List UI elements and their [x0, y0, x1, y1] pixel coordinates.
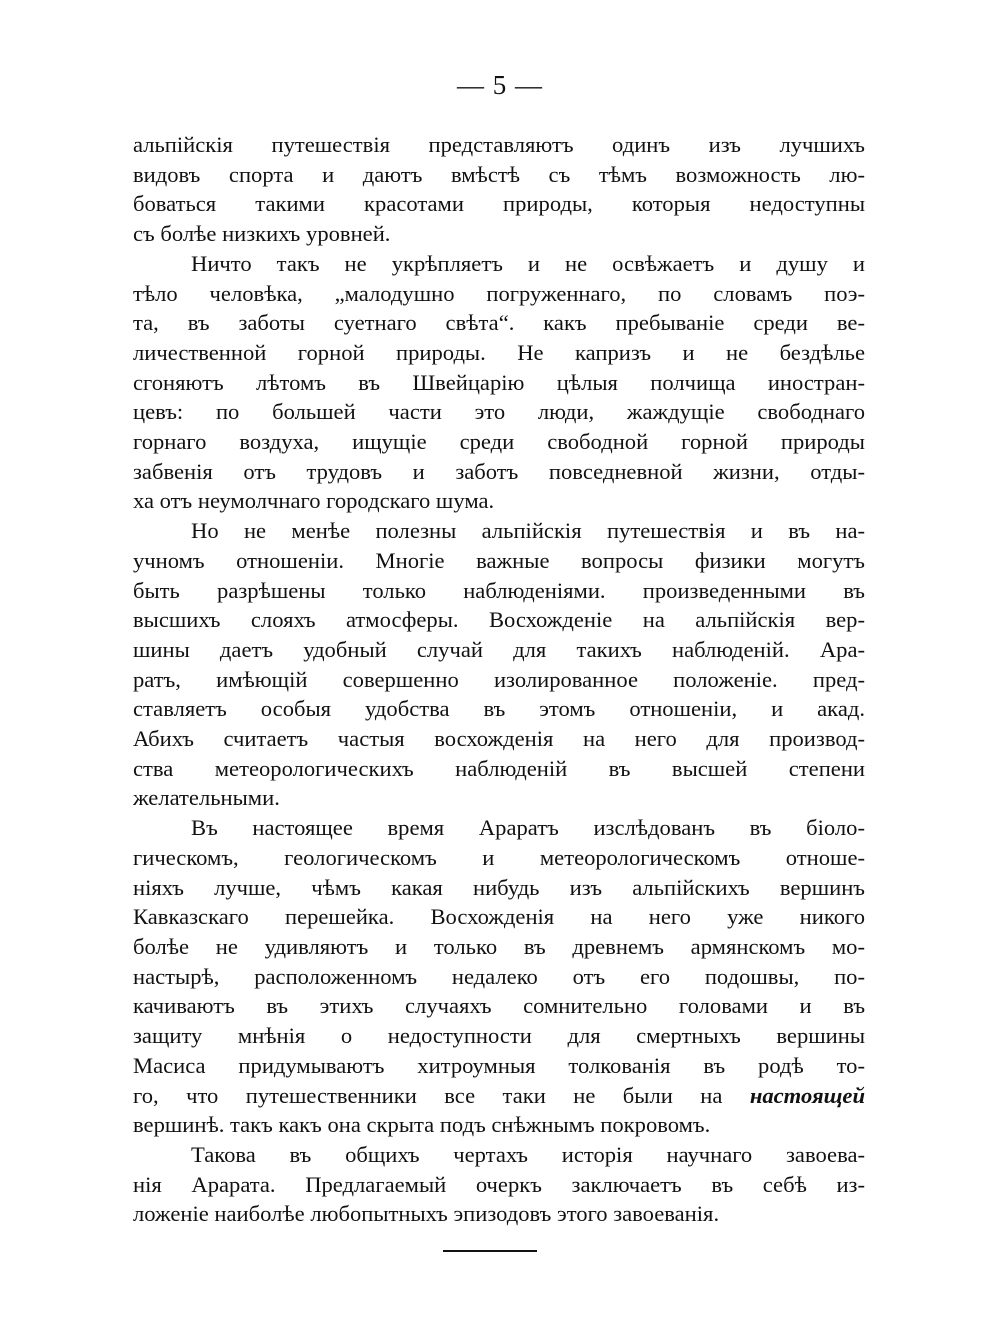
paragraph [133, 516, 865, 813]
text-line: ложеніе наиболѣе любопытныхъ эпизодовъ этого завоеванія. [133, 1201, 720, 1227]
text-line: цевъ: по большей части это люди, жаждущіе свободнаго [133, 399, 865, 425]
body-text [133, 130, 865, 1229]
paragraph [133, 249, 865, 516]
text-line: Абихъ считаетъ частыя восхожденія на него для производ- [133, 726, 865, 752]
text-line: учномъ отношеніи. Многіе важные вопросы физики могутъ [133, 547, 865, 573]
text-line: Такова въ общихъ чертахъ исторія научнаго завоева- [191, 1141, 865, 1167]
text-line: личественной горной природы. Не капризъ и не бездѣлье [133, 339, 865, 365]
text-line: нія Арарата. Предлагаемый очеркъ заключаетъ въ себѣ из- [133, 1171, 865, 1197]
text-line: Кавказскаго перешейка. Восхожденія на него уже никого [133, 904, 865, 930]
text-line: Но не менѣе полезны альпійскія путешествія и въ на- [191, 518, 865, 544]
text-line: гическомъ, геологическомъ и метеорологическомъ отноше- [133, 844, 865, 870]
text-line: тѣло человѣка, „малодушно погруженнаго, по словамъ поэ- [133, 280, 865, 306]
text-line: настырѣ, расположенномъ недалеко отъ его подошвы, по- [133, 963, 865, 989]
end-rule [443, 1250, 537, 1252]
paragraph [133, 130, 865, 249]
text-line: боваться такими красотами природы, которыя недоступны [133, 191, 865, 217]
text-line: забвенія отъ трудовъ и заботъ повседневной жизни, отды- [133, 458, 865, 484]
text-line: ства метеорологическихъ наблюденій въ высшей степени [133, 755, 865, 781]
text-line: качиваютъ въ этихъ случаяхъ сомнительно головами и въ [133, 993, 865, 1019]
text-line: быть разрѣшены только наблюденіями. произведенными въ [133, 577, 865, 603]
text-line: ратъ, имѣющій совершенно изолированное положеніе. пред- [133, 666, 865, 692]
text-line: горнаго воздуха, ищущіе среди свободной горной природы [133, 429, 865, 455]
text-line: альпійскія путешествія представляютъ одинъ изъ лучшихъ [133, 132, 865, 157]
page-number: — 5 — [457, 70, 543, 100]
text-line: ставляетъ особыя удобства въ этомъ отношеніи, и акад. [133, 696, 865, 722]
text-line-with-emphasis [133, 1081, 865, 1111]
text-line: сгоняютъ лѣтомъ въ Швейцарію цѣлыя полчища иностран- [133, 369, 865, 395]
paragraph [133, 1140, 865, 1229]
text-line: ха отъ неумолчнаго городскаго шума. [133, 488, 495, 514]
text-line: видовъ спорта и даютъ вмѣстѣ съ тѣмъ возможность лю- [133, 161, 865, 187]
text-line: Масиса придумываютъ хитроумныя толкованія въ родѣ то- [133, 1052, 865, 1078]
text-line: съ болѣе низкихъ уровней. [133, 221, 391, 247]
text-line: болѣе не удивляютъ и только въ древнемъ армянскомъ мо- [133, 933, 865, 959]
text-line: высшихъ слояхъ атмосферы. Восхожденіе на альпійскія вер- [133, 607, 865, 633]
emphasized-word: настоящей [749, 1082, 865, 1108]
text-segment: го, что путешественники все таки не были на [133, 1082, 723, 1108]
text-line: вершинѣ. такъ какъ она скрыта подъ снѣжнымъ покровомъ. [133, 1112, 711, 1138]
text-line: желательными. [133, 785, 280, 811]
text-line: та, въ заботы суетнаго свѣта“. какъ пребываніе среди ве- [133, 310, 865, 336]
text-line: шины даетъ удобный случай для такихъ наблюденій. Ара- [133, 636, 865, 662]
text-line: Ничто такъ не укрѣпляетъ и не освѣжаетъ и душу и [191, 250, 865, 276]
text-line: защиту мнѣнія о недоступности для смертныхъ вершины [133, 1023, 865, 1049]
text-line: ніяхъ лучше, чѣмъ какая нибудь изъ альпійскихъ вершинъ [133, 874, 865, 900]
text-line: Въ настоящее время Араратъ изслѣдованъ въ біоло- [191, 815, 865, 841]
paragraph [133, 813, 865, 1140]
